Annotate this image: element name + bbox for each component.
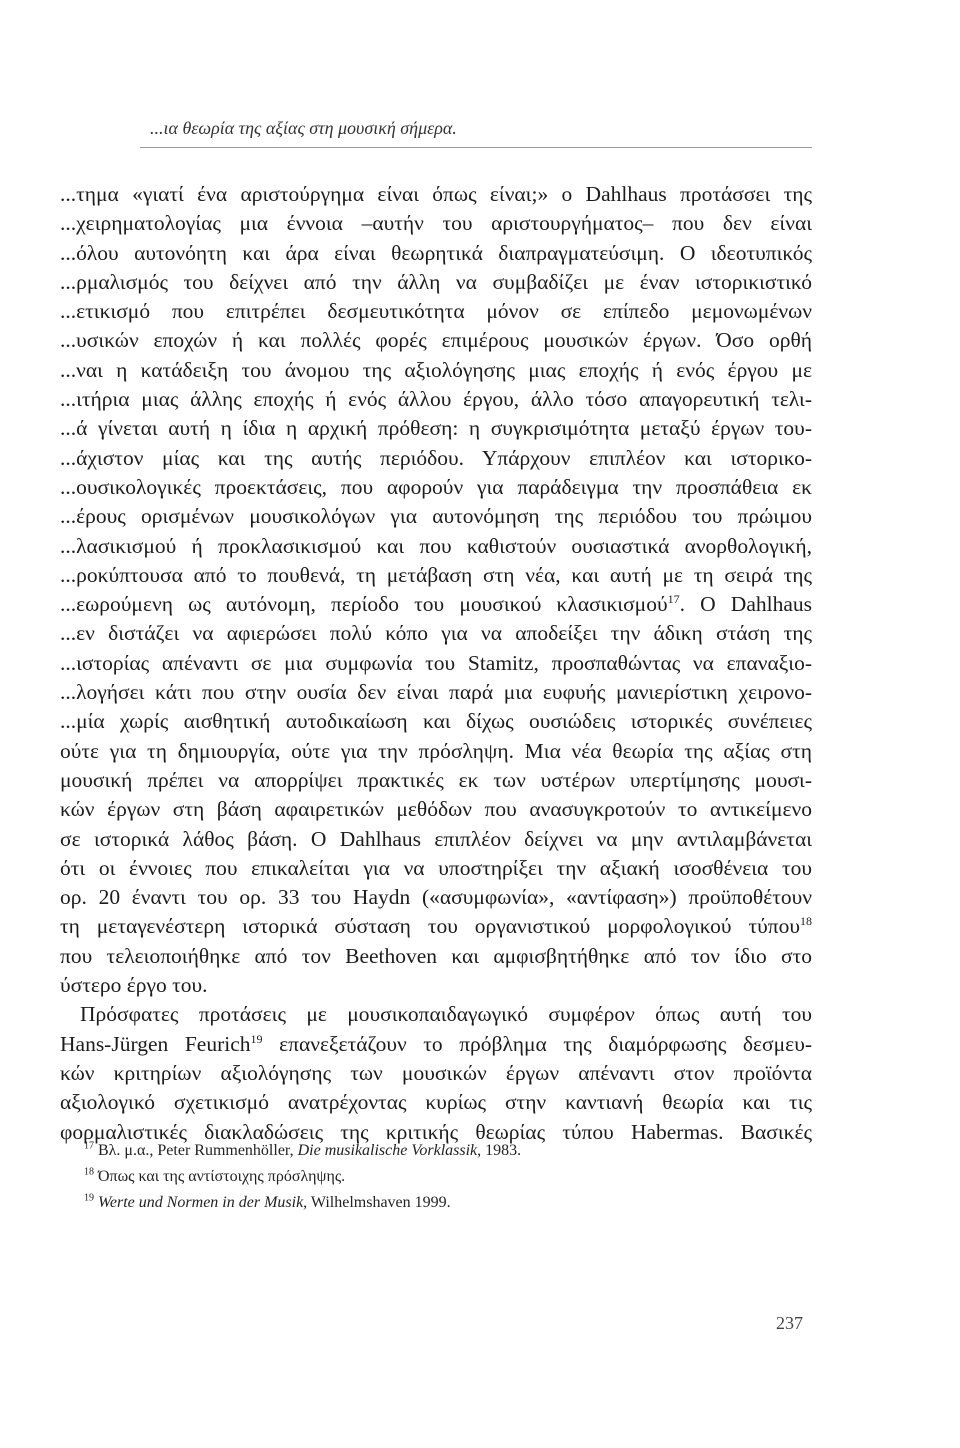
footnote-number: 17 [84, 1140, 94, 1152]
text-line: ούτε για τη δημιουργία, ούτε για την πρόσληψη. Μια νέα θεωρία της αξίας στη [60, 738, 812, 763]
footnote-18 [84, 1164, 784, 1190]
text-segment: . Ο Dahlhaus [679, 592, 813, 617]
text-line: Πρόσφατες προτάσεις με μουσικοπαιδαγωγικό συμφέρον όπως αυτή του [80, 1002, 812, 1027]
text-line: ...ρμαλισμός του δείχνει από την άλλη να συμβαδίζει με έναν ιστορικιστικό [60, 269, 812, 294]
text-line: αξιολογικό σχετικισμό ανατρέχοντας κυρίως στην καντιανή θεωρία και τις [60, 1090, 812, 1115]
footnote-19 [84, 1190, 784, 1216]
footnote-title: Werte und Normen in der Musik [98, 1194, 304, 1211]
text-line: ...όλου αυτονόητη και άρα είναι θεωρητικά διαπραγματεύσιμη. Ο ιδεοτυπικός [60, 240, 812, 265]
text-line-with-footnote [60, 912, 812, 941]
text-line: ...άχιστον μίας και της αυτής περιόδου. Υπάρχουν επιπλέον και ιστορικο- [60, 445, 812, 470]
text-line: ...ιστορίας απέναντι σε μια συμφωνία του Stamitz, προσπαθώντας να επαναξιο- [60, 650, 812, 675]
text-line: ...ναι η κατάδειξη του άνομου της αξιολόγησης μιας εποχής ή ενός έργου με [60, 357, 812, 382]
text-line: σε ιστορικά λάθος βάση. Ο Dahlhaus επιπλέον δείχνει να μην αντιλαμβάνεται [60, 826, 812, 851]
text-line: ...χειρηματολογίας μια έννοια –αυτήν του αριστουργήματος– που δεν είναι [60, 211, 812, 236]
text-line: ...εν διστάζει να αφιερώσει πολύ κόπο για να αποδείξει την άδικη στάση της [60, 621, 812, 646]
paragraph-1 [60, 180, 812, 1000]
footnote-17 [84, 1138, 784, 1164]
text-line: ...ιτήρια μιας άλλης εποχής ή ενός άλλου έργου, άλλο τόσο απαγορευτική τελι- [60, 387, 812, 412]
main-text [60, 180, 812, 1147]
footnote-ref-19: 19 [250, 1031, 263, 1046]
text-line: ...μία χωρίς αισθητική αυτοδικαίωση και δίχως ουσιώδεις ιστορικές συνέπειες [60, 709, 812, 734]
text-line: ύστερο έργο του. [60, 973, 208, 998]
text-line: ...υσικών εποχών ή και πολλές φορές επιμέρους μουσικών έργων. Όσο ορθή [60, 328, 812, 353]
footnote-text: Βλ. μ.α., Peter Rummenhöller, [98, 1142, 298, 1159]
footnotes [84, 1138, 784, 1216]
text-segment: ...εωρούμενη ως αυτόνομη, περίοδο του μουσικού κλασικισμού [60, 592, 668, 617]
text-line: ...τημα «γιατί ένα αριστούργημα είναι όπως είναι;» ο Dahlhaus προτάσσει της [60, 182, 812, 206]
text-line: ...ετικισμό που επιτρέπει δεσμευτικότητα μόνον σε επίπεδο μεμονωμένων [60, 299, 812, 324]
text-line: ...λογήσει κάτι που στην ουσία δεν είναι παρά μια ευφυής μανιερίστικη χειρονο- [60, 680, 812, 705]
text-line: κών έργων στη βάση αφαιρετικών μεθόδων που ανασυγκροτούν το αντικείμενο [60, 797, 812, 822]
running-head: ...ια θεωρία της αξίας στη μουσική σήμερα. [150, 118, 457, 138]
text-line: ...ουσικολογικές προεκτάσεις, που αφορούν για παράδειγμα την προσπάθεια εκ [60, 474, 812, 499]
text-line: μουσική πρέπει να απορρίψει πρακτικές εκ των υστέρων υπερτίμησης μουσι- [60, 767, 812, 792]
footnote-ref-17: 17 [667, 592, 680, 606]
footnote-ref-18: 18 [800, 914, 812, 929]
text-line-with-footnote [60, 590, 812, 619]
header-rule [140, 147, 812, 148]
footnote-number: 18 [84, 1166, 94, 1178]
footnote-text: , Wilhelmshaven 1999. [303, 1194, 451, 1211]
footnote-text: Όπως και της αντίστοιχης πρόσληψης. [98, 1168, 346, 1185]
footnote-title: Die musikalische Vorklassik [297, 1142, 478, 1159]
page-number: 237 [776, 1313, 803, 1333]
text-line: φορμαλιστικές διακλαδώσεις της κριτικής θεωρίας τύπου Habermas. Βασικές [60, 1119, 812, 1144]
text-line: ...έρους ορισμένων μουσικολόγων για αυτονόμηση της περιόδου του πρώιμου [60, 504, 812, 529]
paragraph-2 [60, 1000, 812, 1146]
text-line: ...ά γίνεται αυτή η ίδια η αρχική πρόθεση: η συγκρισιμότητα μεταξύ έργων του- [60, 416, 812, 441]
text-line: ...λασικισμού ή προκλασικισμού και που καθιστούν ουσιαστικά ανορθολογική, [60, 533, 812, 558]
text-line: ότι οι έννοιες που επικαλείται για να υποστηρίξει την αξιακή ισοσθένεια του [60, 855, 812, 880]
footnote-number: 19 [84, 1192, 94, 1204]
text-segment: επανεξετάζουν το πρόβλημα της διαμόρφωσης δεσμευ- [262, 1031, 813, 1056]
text-line-with-footnote [60, 1030, 812, 1059]
text-line: που τελειοποιήθηκε από τον Beethoven και αμφισβητήθηκε από τον ίδιο στο [60, 943, 812, 968]
text-segment: Hans-Jürgen Feurich [60, 1031, 251, 1056]
text-line: ...ροκύπτουσα από το πουθενά, τη μετάβαση στη νέα, και αυτή με τη σειρά της [60, 562, 812, 587]
text-line: κών κριτηρίων αξιολόγησης των μουσικών έργων απέναντι στον προϊόντα [60, 1060, 812, 1085]
text-segment: τη μεταγενέστερη ιστορικά σύσταση του οργανιστικού μορφολογικού τύπου [60, 914, 800, 939]
footnote-text: , 1983. [477, 1142, 522, 1159]
text-line: ορ. 20 έναντι του ορ. 33 του Haydn («ασυμφωνία», «αντίφαση») προϋποθέτουν [60, 885, 812, 910]
